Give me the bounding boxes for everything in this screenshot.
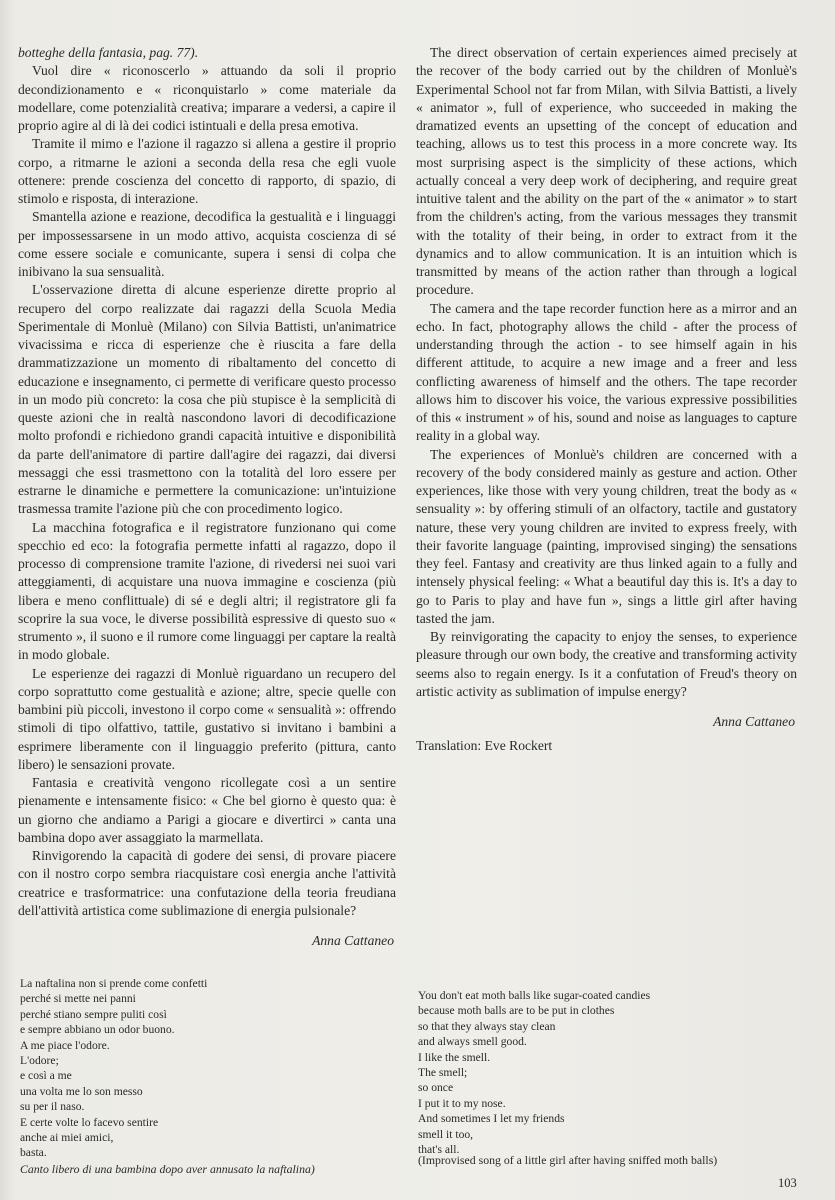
english-poem [418,988,798,1157]
poem-line: because moth balls are to be put in clothes [418,1004,615,1018]
article-paragraph: Rinvigorendo la capacità di godere dei sensi, di provare piacere con il nostro corpo sembra riacquistare così energia anche l'attività creatrice e trasformatrice: una confutazione della teoria freudiana dell'attività artistica come sublimazione di energia pulsionale? [18,848,396,918]
author-signature: Anna Cattaneo [312,933,394,948]
poem-line: una volta me lo son messo [20,1084,143,1098]
poem-line: The smell; [418,1066,468,1080]
poem-line: perché stiano sempre puliti così [20,1007,167,1021]
citation-text: botteghe della fantasia, pag. 77). [18,45,199,60]
article-paragraph: La macchina fotografica e il registratore funzionano qui come specchio ed eco: la fotografia permette infatti al ragazzo, dopo il processo di comprensione tramite l'azione, di rivedersi nei suoi vari atteggiamenti, di acquistare una nuova immagine e coscienza (più libera e meno conflittuale) di sé e degli altri; il registratore gli fa scoprire la sua voce, le diverse possibilità espressive di questo suo « strumento », il suono e il rumore come linguaggi per captare la realtà in modo globale. [18,519,396,663]
poem-line: e così a me [20,1069,72,1083]
italian-poem [20,976,380,1161]
poem-line: And sometimes I let my friends [418,1112,565,1126]
poem-line: You don't eat moth balls like sugar-coated candies [418,989,651,1002]
english-poem-caption: (Improvised song of a little girl after having sniffed moth balls) [418,1153,718,1167]
poem-line: smell it too, [418,1127,474,1141]
poem-line: su per il naso. [20,1100,85,1114]
poem-line: basta. [20,1146,47,1160]
article-paragraph: Fantasia e creatività vengono ricollegate così a un sentire pienamente e intensamente fisico: « Che bel giorno è questo qua: è un giorno che andiamo a Parigi a giocare e divertirci » canta una bambina dopo aver assaggiato la marmellata. [18,775,396,845]
poem-line: I put it to my nose. [418,1096,506,1110]
poem-line: E certe volte lo facevo sentire [20,1115,159,1129]
poem-line: so once [418,1081,454,1095]
article-paragraph: By reinvigorating the capacity to enjoy the senses, to experience pleasure through our own body, the creative and transforming activity seems also to regain energy. Is it a confutation of Freud's theory on artistic activity as sublimation of impulse energy? [416,629,797,699]
author-signature: Anna Cattaneo [713,714,795,729]
article-paragraph: Smantella azione e reazione, decodifica la gestualità e i linguaggi per impossessarsene in un modo attivo, acquista coscienza di sé come essere sociale e comunicante, supera i sensi di colpa che inibivano la sua sensualità. [18,209,396,279]
article-paragraph [18,44,396,62]
article-paragraph: Le esperienze dei ragazzi di Monluè riguardano un recupero del corpo soprattutto come gestualità e azione; altre, specie quelle con bambini più piccoli, investono il corpo come « sensualità »: offrendo stimoli di tipo olfattivo, tattile, gustativo si invitano i bambini a esprimere liberamente con il linguaggio preferito (pittura, canto libero) le sensazioni provate. [18,665,396,772]
poem-line: perché si mette nei panni [20,992,136,1006]
poem-line: anche ai miei amici, [20,1131,114,1145]
poem-line: that's all. [418,1143,460,1157]
article-paragraph: The experiences of Monluè's children are concerned with a recovery of the body considered mainly as gesture and action. Other experiences, like those with very young children, treat the body as « sensuality »: by offering stimuli of an olfactory, tactile and gustatory nature, these very young children are invited to express freely, with their favorite language (painting, improvised singing) the sensations they feel. Fantasy and creativity are thus linked again to a fully and intensely physical feeling: « What a beautiful day this is. It's a day to go to Paris to play and have fun », sings a little girl after having tasted the jam. [416,446,797,626]
article-paragraph: Vuol dire « riconoscerlo » attuando da soli il proprio decondizionamento e « riconquistarlo » come materiale da modellare, come potenzialità creativa; imparare a vedersi, a capire il proprio agire al di là dei codici istintuali e della presa emotiva. [18,63,396,133]
poem-line: and always smell good. [418,1035,527,1049]
poem-line: A me piace l'odore. [20,1038,110,1052]
article-paragraph: The direct observation of certain experiences aimed precisely at the recover of the body carried out by the children of Monluè's Experimental School not far from Milan, with Silvia Battisti, a lively « animator », full of experience, who succeeded in making the dramatized events an upsetting of the concept of education and teaching, allows us to test this process in a more concrete way. Its most surprising aspect is the simplicity of these actions, which actually conceal a very deep work of deciphering, and require great intuitive talent and the ability on the part of the « animator » to start from the children's acting, from the various messages they transmit with the totality of their being, in order to extract from it the dynamics and to allow communication. It is an intuition which is transmitted by means of the action rather than through a logical procedure. [416,45,797,298]
italian-poem-caption: Canto libero di una bambina dopo aver annusato la naftalina) [20,1162,315,1176]
italian-article-column [18,44,396,950]
poem-line: L'odore; [20,1054,59,1068]
poem-line: so that they always stay clean [418,1019,556,1033]
article-paragraph: The camera and the tape recorder function here as a mirror and an echo. In fact, photography allows the child - after the process of understanding through the action - to see himself again in his different attitude, to acquire a new image and a freer and less conflicting awareness of himself and the others. The tape recorder allows him to discover his voice, the various expressive possibilities of this « instrument » of his, sound and noise as languages to capture reality in a global way. [416,300,797,444]
article-paragraph: Tramite il mimo e l'azione il ragazzo si allena a gestire il proprio corpo, a ritmarne le azioni a seconda della resa che egli vuole ottenere: prende coscienza del concetto di rapporto, di spazio, di stimolo e risposta, di interazione. [18,136,396,206]
article-paragraph: L'osservazione diretta di alcune esperienze dirette proprio al recupero del corpo realizzate dai ragazzi della Scuola Media Sperimentale di Monluè (Milano) con Silvia Battisti, un'animatrice vivacissima e ricca di esperienze che è riuscita a fare della drammatizzazione un momento di ribaltamento del concetto di educazione e insegnamento, ci permette di verificare questo processo in un modo più concreto: la cosa che più stupisce è la semplicità di queste azioni che in realtà nascondono lavori di decodificazione molto profondi e richiedono grandi capacità intuitive e disponibilità da parte dell'animatore di partire dall'agire dei ragazzi, dai diversi messaggi che essi trasmettono con la totalità del loro essere per estrarne le dinamiche e permettere la comunicazione: un'intuizione trasmessa tramite l'azione più che con procedimento logico. [18,282,396,517]
translator-credit: Translation: Eve Rockert [416,738,553,754]
page-number: 103 [778,1176,797,1190]
poem-line: La naftalina non si prende come confetti [20,977,208,990]
poem-line: e sempre abbiano un odor buono. [20,1023,175,1037]
english-article-column [416,44,797,756]
poem-line: I like the smell. [418,1050,491,1064]
